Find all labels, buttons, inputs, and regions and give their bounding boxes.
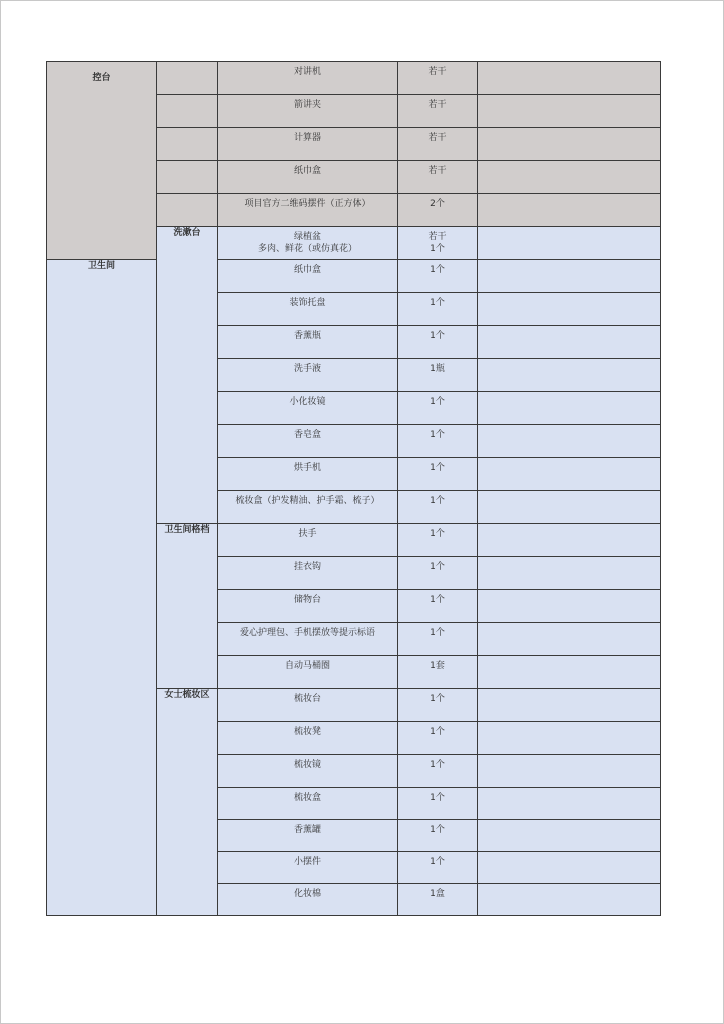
item-cell: 箭讲夹 bbox=[218, 95, 398, 128]
qty-cell: 1盒 bbox=[398, 884, 478, 916]
item-cell: 储物台 bbox=[218, 590, 398, 623]
item-line: 绿植盆 bbox=[293, 232, 321, 242]
qty-cell: 1个 bbox=[398, 326, 478, 359]
item-line: 多肉、鲜花（或仿真花） bbox=[257, 244, 357, 254]
subarea-cell-stall: 卫生间格档 bbox=[157, 524, 218, 689]
item-cell: 梳妆盒 bbox=[218, 788, 398, 820]
note-cell bbox=[478, 425, 661, 458]
item-cell: 化妆棉 bbox=[218, 884, 398, 916]
qty-cell: 1个 bbox=[398, 458, 478, 491]
item-cell: 纸巾盒 bbox=[218, 260, 398, 293]
qty-cell: 1个 bbox=[398, 260, 478, 293]
subarea-cell bbox=[157, 194, 218, 227]
item-cell: 梳妆凳 bbox=[218, 722, 398, 755]
note-cell bbox=[478, 62, 661, 95]
item-cell: 梳妆台 bbox=[218, 689, 398, 722]
note-cell bbox=[478, 326, 661, 359]
note-cell bbox=[478, 722, 661, 755]
item-cell: 纸巾盒 bbox=[218, 161, 398, 194]
item-cell: 项目官方二维码摆件（正方体） bbox=[218, 194, 398, 227]
subarea-cell bbox=[157, 161, 218, 194]
qty-line: 1个 bbox=[430, 244, 445, 254]
subarea-cell-washbasin: 洗漱台 bbox=[157, 227, 218, 524]
item-cell: 计算器 bbox=[218, 128, 398, 161]
note-cell bbox=[478, 623, 661, 656]
qty-cell: 1个 bbox=[398, 722, 478, 755]
qty-cell: 若干 bbox=[398, 128, 478, 161]
note-cell bbox=[478, 359, 661, 392]
qty-cell: 1个 bbox=[398, 852, 478, 884]
note-cell bbox=[478, 557, 661, 590]
qty-cell: 1个 bbox=[398, 392, 478, 425]
qty-cell: 1个 bbox=[398, 590, 478, 623]
note-cell bbox=[478, 458, 661, 491]
table-row bbox=[47, 260, 661, 293]
item-cell: 梳妆盒（护发精油、护手霜、梳子） bbox=[218, 491, 398, 524]
note-cell bbox=[478, 227, 661, 260]
item-cell: 自动马桶圈 bbox=[218, 656, 398, 689]
item-cell: 装饰托盘 bbox=[218, 293, 398, 326]
item-cell: 小摆件 bbox=[218, 852, 398, 884]
qty-line: 若干 bbox=[428, 232, 447, 242]
item-cell bbox=[218, 227, 398, 260]
qty-cell: 1个 bbox=[398, 293, 478, 326]
note-cell bbox=[478, 820, 661, 852]
note-cell bbox=[478, 392, 661, 425]
note-cell bbox=[478, 293, 661, 326]
note-cell bbox=[478, 884, 661, 916]
qty-cell: 若干 bbox=[398, 161, 478, 194]
item-cell: 香皂盒 bbox=[218, 425, 398, 458]
note-cell bbox=[478, 95, 661, 128]
qty-cell: 1个 bbox=[398, 557, 478, 590]
item-cell: 扶手 bbox=[218, 524, 398, 557]
qty-cell: 1个 bbox=[398, 524, 478, 557]
item-cell: 洗手液 bbox=[218, 359, 398, 392]
item-cell: 爱心护理包、手机摆放等提示标语 bbox=[218, 623, 398, 656]
note-cell bbox=[478, 590, 661, 623]
item-cell: 烘手机 bbox=[218, 458, 398, 491]
qty-cell: 1个 bbox=[398, 820, 478, 852]
note-cell bbox=[478, 689, 661, 722]
subarea-cell-vanity: 女士梳妆区 bbox=[157, 689, 218, 916]
qty-cell: 1个 bbox=[398, 755, 478, 788]
qty-cell: 若干 bbox=[398, 62, 478, 95]
note-cell bbox=[478, 194, 661, 227]
qty-cell: 1个 bbox=[398, 788, 478, 820]
note-cell bbox=[478, 852, 661, 884]
note-cell bbox=[478, 260, 661, 293]
note-cell bbox=[478, 755, 661, 788]
item-cell: 香薰瓶 bbox=[218, 326, 398, 359]
note-cell bbox=[478, 788, 661, 820]
qty-cell: 1套 bbox=[398, 656, 478, 689]
item-cell: 小化妆镜 bbox=[218, 392, 398, 425]
item-cell: 香薰罐 bbox=[218, 820, 398, 852]
qty-cell: 1个 bbox=[398, 623, 478, 656]
item-cell: 对讲机 bbox=[218, 62, 398, 95]
qty-cell bbox=[398, 227, 478, 260]
table-row bbox=[47, 62, 661, 95]
item-cell: 挂衣钩 bbox=[218, 557, 398, 590]
area-cell-control: 控台 bbox=[47, 62, 157, 260]
note-cell bbox=[478, 128, 661, 161]
item-cell: 梳妆镜 bbox=[218, 755, 398, 788]
subarea-cell bbox=[157, 62, 218, 95]
qty-cell: 若干 bbox=[398, 95, 478, 128]
qty-cell: 1瓶 bbox=[398, 359, 478, 392]
qty-cell: 2个 bbox=[398, 194, 478, 227]
note-cell bbox=[478, 491, 661, 524]
area-cell-restroom: 卫生间 bbox=[47, 260, 157, 916]
note-cell bbox=[478, 656, 661, 689]
subarea-cell bbox=[157, 128, 218, 161]
qty-cell: 1个 bbox=[398, 425, 478, 458]
qty-cell: 1个 bbox=[398, 689, 478, 722]
note-cell bbox=[478, 161, 661, 194]
subarea-cell bbox=[157, 95, 218, 128]
note-cell bbox=[478, 524, 661, 557]
qty-cell: 1个 bbox=[398, 491, 478, 524]
inventory-table bbox=[46, 61, 661, 916]
